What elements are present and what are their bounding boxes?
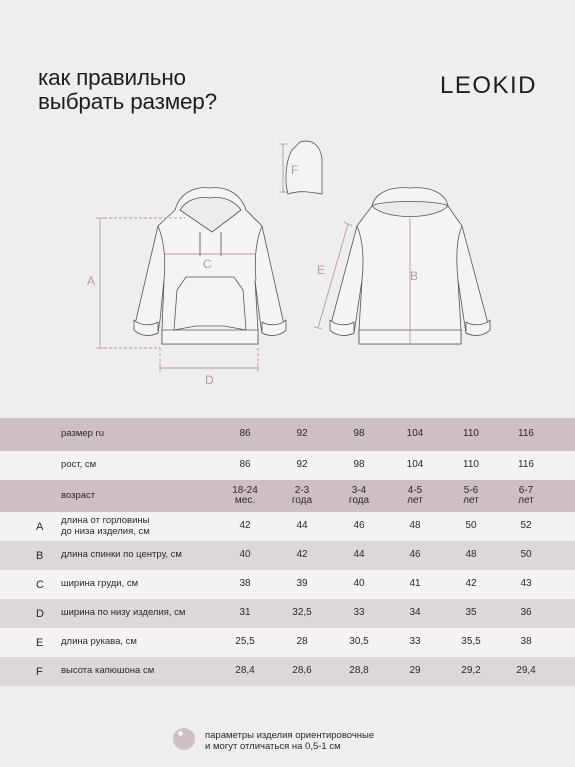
table-cell: 42 bbox=[296, 549, 308, 561]
table-cell: 48 bbox=[465, 549, 477, 561]
table-cell: 18-24 мес. bbox=[232, 484, 258, 506]
row-label: рост, см bbox=[61, 459, 97, 471]
hoodie-diagram bbox=[0, 130, 575, 400]
footnote-line-2: и могут отличаться на 0,5-1 см bbox=[205, 741, 341, 752]
table-cell: 116 bbox=[518, 459, 534, 471]
table-cell: 29,4 bbox=[516, 665, 536, 677]
row-label: длина спинки по центру, см bbox=[61, 549, 182, 561]
row-label: ширина по низу изделия, см bbox=[61, 607, 186, 619]
table-cell: 35,5 bbox=[461, 636, 481, 648]
hoodie-diagram-svg bbox=[0, 130, 575, 400]
table-cell: 38 bbox=[520, 636, 532, 648]
table-row bbox=[0, 541, 575, 570]
table-cell: 110 bbox=[463, 428, 479, 440]
table-cell: 28,8 bbox=[349, 665, 369, 677]
table-row bbox=[0, 628, 575, 657]
table-cell: 48 bbox=[409, 520, 421, 532]
label-b: B bbox=[410, 269, 419, 283]
footnote-icon bbox=[173, 728, 195, 750]
table-cell: 42 bbox=[239, 520, 251, 532]
label-a: A bbox=[87, 274, 96, 288]
row-letter: B bbox=[36, 549, 44, 562]
table-cell: 36 bbox=[520, 607, 532, 619]
table-row bbox=[0, 512, 575, 541]
table-cell: 30,5 bbox=[349, 636, 369, 648]
table-cell: 31 bbox=[239, 607, 251, 619]
label-c: C bbox=[203, 257, 212, 271]
table-cell: 4-5 лет bbox=[407, 484, 423, 506]
label-d: D bbox=[205, 373, 214, 387]
table-row bbox=[0, 657, 575, 686]
table-cell: 29 bbox=[409, 665, 421, 677]
table-cell: 104 bbox=[406, 428, 424, 440]
table-cell: 3-4 года bbox=[348, 484, 370, 506]
row-label: высота капюшона см bbox=[61, 665, 155, 677]
row-letter: E bbox=[36, 636, 44, 649]
row-label: возраст bbox=[61, 489, 96, 501]
table-cell: 41 bbox=[409, 578, 421, 590]
brand-logo: LEOKID bbox=[439, 72, 537, 99]
table-cell: 98 bbox=[353, 459, 365, 471]
table-cell: 28,4 bbox=[235, 665, 255, 677]
table-cell: 46 bbox=[353, 520, 365, 532]
table-cell: 38 bbox=[239, 578, 251, 590]
row-letter: F bbox=[36, 665, 43, 678]
footnote bbox=[173, 728, 433, 754]
table-cell: 52 bbox=[520, 520, 532, 532]
table-row bbox=[0, 451, 575, 480]
size-table bbox=[0, 418, 575, 686]
label-f: F bbox=[291, 163, 299, 177]
table-cell: 25,5 bbox=[235, 636, 255, 648]
table-cell: 110 bbox=[463, 459, 479, 471]
table-cell: 50 bbox=[465, 520, 477, 532]
label-e: E bbox=[317, 263, 326, 277]
table-cell: 40 bbox=[353, 578, 365, 590]
table-cell: 98 bbox=[353, 428, 365, 440]
row-letter: D bbox=[36, 607, 44, 620]
row-letter: C bbox=[36, 578, 44, 591]
table-cell: 33 bbox=[353, 607, 365, 619]
table-cell: 35 bbox=[465, 607, 477, 619]
table-cell: 104 bbox=[406, 459, 424, 471]
page-title bbox=[38, 66, 217, 114]
row-letter: A bbox=[36, 520, 44, 533]
row-label: размер ru bbox=[61, 428, 105, 440]
row-label: длина рукава, см bbox=[61, 636, 137, 648]
table-cell: 34 bbox=[409, 607, 421, 619]
table-cell: 42 bbox=[465, 578, 477, 590]
table-cell: 2-3 года bbox=[291, 484, 313, 506]
table-cell: 46 bbox=[409, 549, 421, 561]
table-cell: 28,6 bbox=[292, 665, 312, 677]
table-cell: 6-7 лет bbox=[518, 484, 534, 506]
footnote-line-1: параметры изделия ориентировочные bbox=[205, 730, 375, 741]
footnote-text bbox=[205, 730, 374, 752]
table-row bbox=[0, 599, 575, 628]
table-cell: 29,2 bbox=[461, 665, 481, 677]
table-cell: 92 bbox=[296, 459, 308, 471]
table-cell: 86 bbox=[239, 459, 251, 471]
table-cell: 116 bbox=[518, 428, 534, 440]
table-cell: 39 bbox=[296, 578, 308, 590]
table-cell: 43 bbox=[520, 578, 532, 590]
table-cell: 86 bbox=[239, 428, 251, 440]
table-cell: 33 bbox=[409, 636, 421, 648]
table-cell: 50 bbox=[520, 549, 532, 561]
table-row bbox=[0, 418, 575, 451]
table-cell: 40 bbox=[239, 549, 251, 561]
title-line-2: выбрать размер? bbox=[38, 89, 217, 114]
table-cell: 32,5 bbox=[292, 607, 312, 619]
table-cell: 44 bbox=[353, 549, 365, 561]
table-cell: 28 bbox=[296, 636, 308, 648]
title-line-1: как правильно bbox=[38, 65, 186, 90]
row-label: ширина груди, см bbox=[61, 578, 139, 590]
table-cell: 92 bbox=[296, 428, 308, 440]
table-cell: 44 bbox=[296, 520, 308, 532]
table-row bbox=[0, 480, 575, 512]
table-cell: 5-6 лет bbox=[463, 484, 479, 506]
table-row bbox=[0, 570, 575, 599]
row-label: длина от горловины до низа изделия, см bbox=[61, 515, 150, 537]
